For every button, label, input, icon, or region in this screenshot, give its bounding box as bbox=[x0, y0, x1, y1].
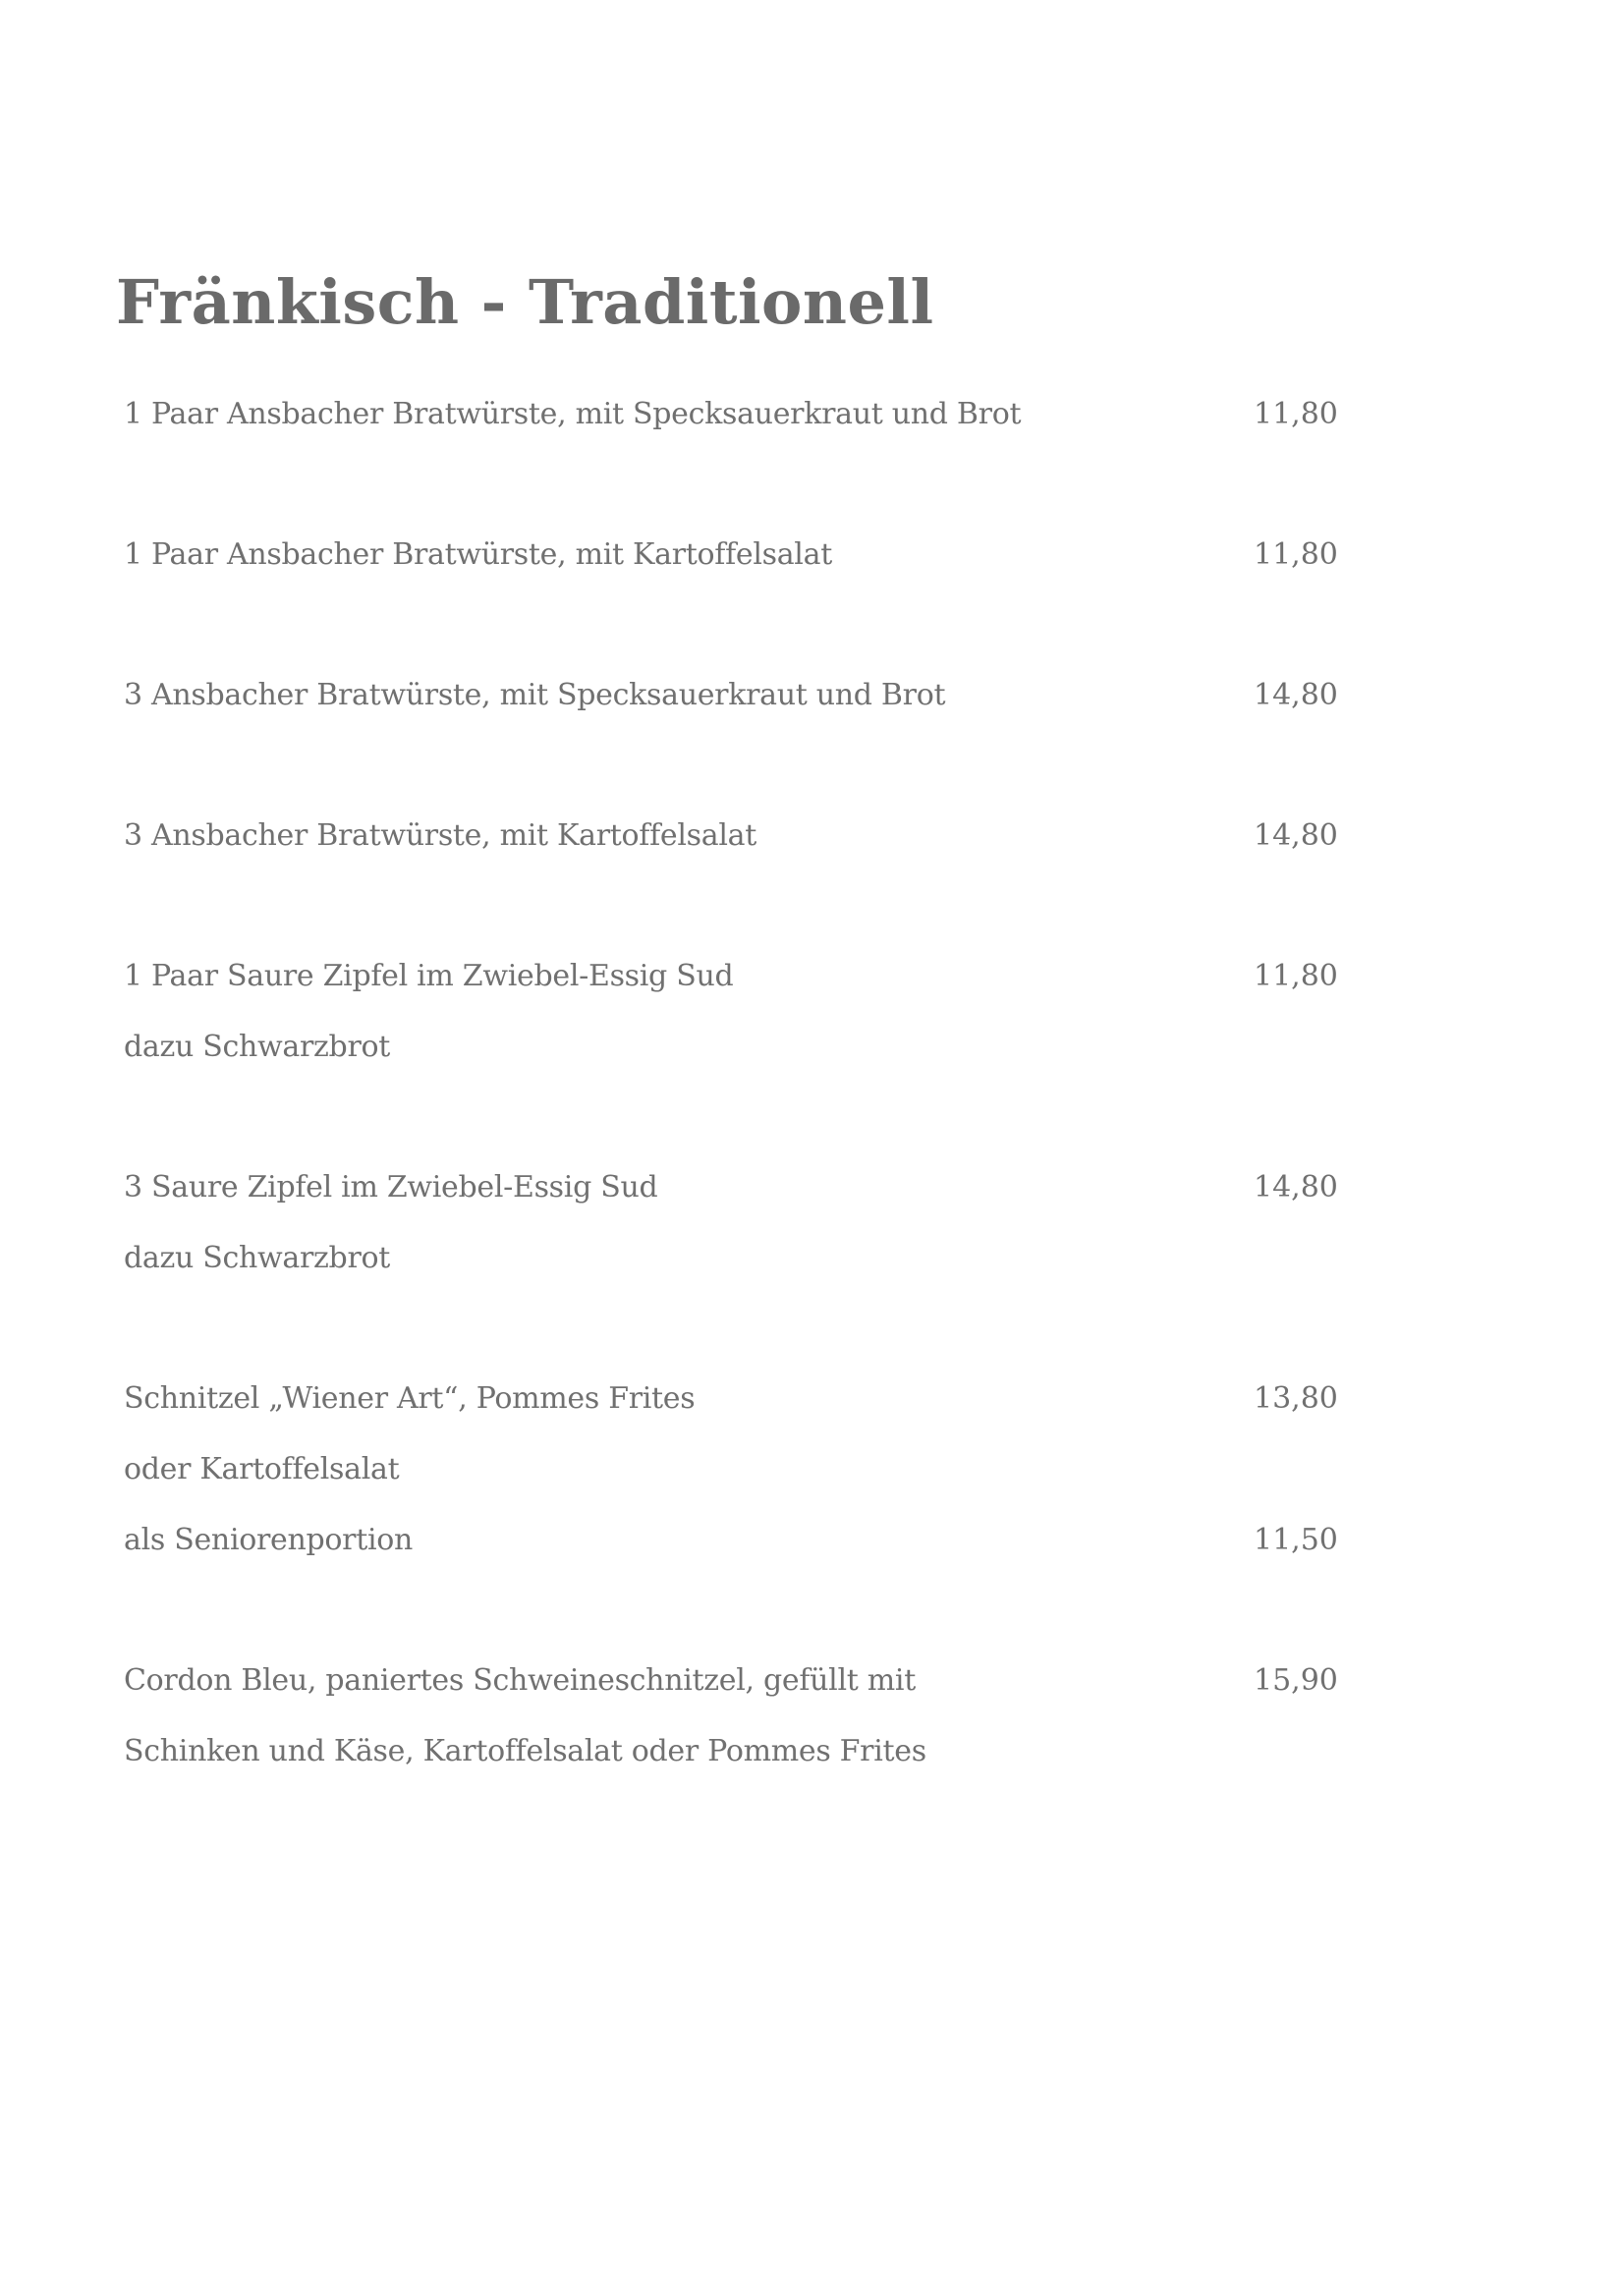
page-title: Fränkisch - Traditionell bbox=[116, 266, 934, 338]
menu-item-price: 15,90 bbox=[1254, 1663, 1338, 1698]
menu-item-line: Cordon Bleu, paniertes Schweineschnitzel, gefüllt mit bbox=[124, 1663, 916, 1698]
menu-item-line: oder Kartoffelsalat bbox=[124, 1452, 400, 1486]
menu-item-line: 3 Ansbacher Bratwürste, mit Specksauerkraut und Brot bbox=[124, 678, 946, 712]
menu-item-line: 1 Paar Ansbacher Bratwürste, mit Specksauerkraut und Brot bbox=[124, 397, 1022, 431]
menu-item-price: 11,80 bbox=[1254, 537, 1338, 572]
menu-item-line: dazu Schwarzbrot bbox=[124, 1030, 391, 1064]
menu-item-price: 14,80 bbox=[1254, 678, 1338, 712]
menu-item-line: dazu Schwarzbrot bbox=[124, 1241, 391, 1275]
menu-item-senior-price: 11,50 bbox=[1254, 1523, 1338, 1557]
menu-item-line: 1 Paar Saure Zipfel im Zwiebel-Essig Sud bbox=[124, 959, 734, 993]
menu-item-line: Schnitzel „Wiener Art“, Pommes Frites bbox=[124, 1381, 696, 1416]
menu-item-price: 11,80 bbox=[1254, 959, 1338, 993]
menu-item-line: 3 Ansbacher Bratwürste, mit Kartoffelsalat bbox=[124, 818, 756, 853]
menu-item-line: Schinken und Käse, Kartoffelsalat oder Pommes Frites bbox=[124, 1734, 926, 1768]
menu-item-price: 11,80 bbox=[1254, 397, 1338, 431]
menu-item-line: 3 Saure Zipfel im Zwiebel-Essig Sud bbox=[124, 1170, 658, 1204]
menu-item-price: 13,80 bbox=[1254, 1381, 1338, 1416]
menu-item-price: 14,80 bbox=[1254, 1170, 1338, 1204]
menu-item-price: 14,80 bbox=[1254, 818, 1338, 853]
menu-item-line: 1 Paar Ansbacher Bratwürste, mit Kartoffelsalat bbox=[124, 537, 832, 572]
menu-item-line: als Seniorenportion bbox=[124, 1523, 414, 1557]
